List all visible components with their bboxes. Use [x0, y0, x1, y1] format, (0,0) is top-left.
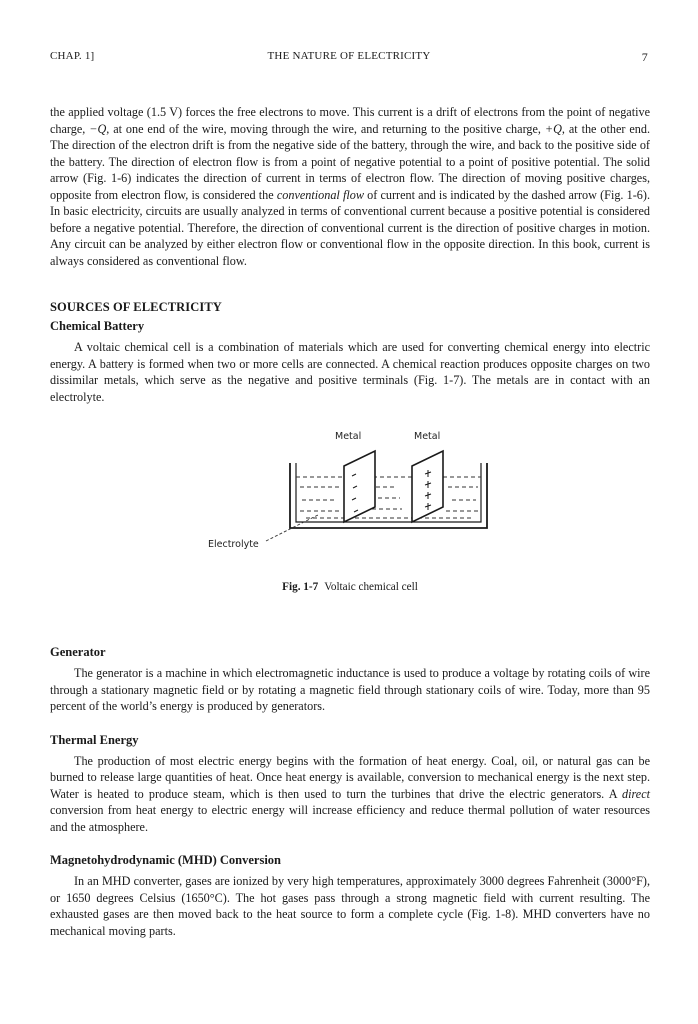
- intro-paragraph: [50, 104, 650, 269]
- metal-label-right: Metal: [414, 431, 441, 442]
- subheading-mhd: Magnetohydrodynamic (MHD) Conversion: [50, 853, 282, 867]
- intro-text-4: of current and is indicated by the dashed arrow (Fig. 1-6). In basic electricity, circuits are usually analyzed in terms of conventional current because a positive potential is considered before a negative potential. Therefore, the direction of conventional current is the direction of positive charges in motion. Any circuit can be analyzed by either electron flow or conventional flow in the opposite direction. In this book, current is always considered as conventional flow.: [50, 187, 651, 268]
- figure-caption-text: Voltaic chemical cell: [324, 581, 418, 593]
- negative-charge-symbol: −Q: [89, 121, 107, 136]
- thermal-text-2: conversion from heat energy to electric energy will increase efficiency and reduce thermal pollution of water resources and the atmosphere.: [50, 803, 650, 834]
- page-body: [50, 104, 650, 939]
- thermal-text-1: The production of most electric energy begins with the formation of heat energy. Coal, oil, or natural gas can be burned to release large quantities of heat. Once heat energy is available, conversion to mechanical energy is the next step. Water is heated to produce steam, which is then used to turn the turbines that drive the electric generators. A: [50, 753, 650, 801]
- voltaic-cell-figure: [50, 423, 650, 605]
- running-title: THE NATURE OF ELECTRICITY: [267, 50, 431, 62]
- container-inner-wall: [296, 463, 481, 522]
- subheading-chemical-battery: Chemical Battery: [50, 319, 145, 333]
- electrolyte-liquid: [296, 477, 481, 518]
- electrolyte-label: Electrolyte: [208, 539, 259, 550]
- figure-caption: [50, 581, 650, 593]
- section-heading-sources: SOURCES OF ELECTRICITY: [50, 300, 222, 314]
- positive-charge-symbol: +Q: [544, 121, 562, 136]
- conventional-flow-term: conventional flow: [276, 187, 364, 202]
- figure-number: Fig. 1-7: [282, 581, 319, 593]
- container-outer-wall: [290, 463, 487, 528]
- thermal-paragraph: [50, 753, 650, 836]
- battery-paragraph: A voltaic chemical cell is a combination of materials which are used for converting chemical energy into electric energy. A battery is formed when two or more cells are connected. A chemical reaction produces opposite charges on two dissimilar metals, which serve as the negative and positive terminals (Fig. 1-7). The metals are in contact with an electrolyte.: [50, 340, 650, 404]
- subheading-thermal-energy: Thermal Energy: [50, 732, 139, 747]
- chapter-label: CHAP. 1]: [50, 50, 95, 62]
- direct-term: direct: [622, 786, 650, 801]
- intro-text-2: , at one end of the wire, moving through the wire, and returning to the positive charge,: [106, 121, 545, 136]
- mhd-paragraph: In an MHD converter, gases are ionized by very high temperatures, approximately 3000 degrees Fahrenheit (3000°F), or 1650 degrees Celsius (1650°C). The hot gases pass through a strong magnetic field with current resulting. The exhausted gases are then moved back to the heat source to form a complete cycle (Fig. 1-8). MHD converters have no mechanical moving parts.: [50, 874, 650, 938]
- metal-label-left: Metal: [335, 431, 362, 442]
- page-number: 7: [641, 50, 648, 64]
- intro-text-3: , at the other end. The direction of the electron drift is from the negative side of the battery, through the wire, and back to the positive side of the battery. The direction of electron flow is from a point of negative potential to a point of positive potential. The solid arrow (Fig. 1-6) indicates the direction of current in terms of electron flow. The direction of moving positive charges, opposite from electron flow, is considered the: [50, 121, 650, 202]
- generator-paragraph: The generator is a machine in which electromagnetic inductance is used to produce a voltage by rotating coils of wire through a stationary magnetic field or by rotating a magnetic field through stationary coils of wire. Today, more than 95 percent of the world’s energy is produced by generators.: [50, 666, 650, 713]
- intro-text-1: the applied voltage (1.5 V) forces the free electrons to move. This current is a drift of electrons from the point of negative charge,: [50, 105, 650, 136]
- voltaic-cell-diagram: [50, 423, 650, 579]
- left-metal-plate: [344, 451, 375, 522]
- subheading-generator: Generator: [50, 645, 106, 659]
